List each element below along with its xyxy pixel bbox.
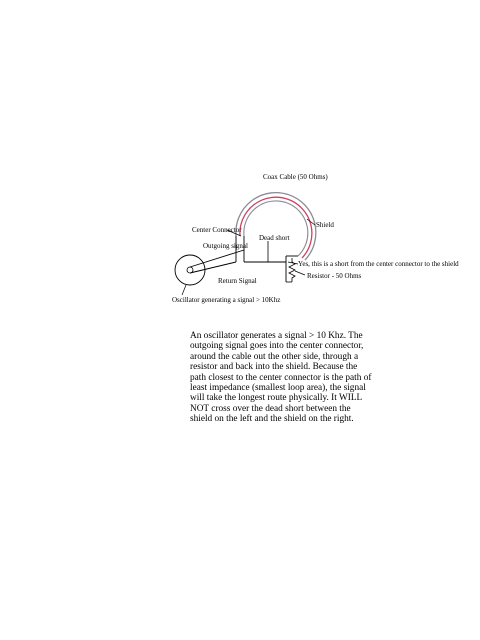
- caption-line: around the cable out the other side, through a: [190, 351, 359, 362]
- resistor-icon: [289, 258, 295, 282]
- shield-label: Shield: [316, 221, 334, 229]
- dead-short-label: Dead short: [259, 234, 290, 242]
- caption-line: path closest to the center connector is the path of: [190, 372, 372, 383]
- caption-line: resistor and back into the shield. Because the: [190, 362, 358, 373]
- caption-line: least impedance (smallest loop area), the signal: [190, 383, 366, 394]
- inner-shield-arc: [244, 201, 308, 256]
- caption-line: will take the longest route physically. It WILL: [190, 393, 363, 404]
- caption-line: NOT cross over the dead short between the: [190, 403, 351, 414]
- coax-cable-label: Coax Cable (50 Ohms): [263, 173, 328, 181]
- explanation-paragraph: [190, 331, 386, 425]
- center-connector-label: Center Connector: [192, 226, 242, 234]
- resistor-label: Resistor - 50 Ohms: [307, 272, 362, 280]
- caption-line: shield on the left and the shield on the right.: [190, 414, 354, 425]
- caption-line: outgoing signal goes into the center connector,: [190, 341, 364, 352]
- inner-conductor-arc: [240, 197, 312, 258]
- oscillator-label: Oscillator generating a signal > 10Khz: [172, 296, 281, 304]
- oscillator-pointer: [182, 285, 186, 295]
- resistor-pointer: [295, 271, 305, 275]
- yes-short-label: Yes, this is a short from the center connector to the shield: [298, 260, 459, 268]
- caption-line: An oscillator generates a signal > 10 Khz. The: [190, 331, 363, 341]
- return-signal-label: Return Signal: [218, 277, 257, 285]
- outgoing-signal-label: Outgoing signal: [203, 242, 248, 250]
